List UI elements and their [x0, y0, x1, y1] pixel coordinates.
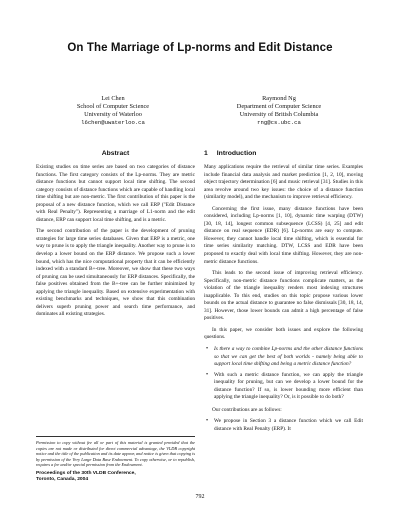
proceedings-location: Toronto, Canada, 2004	[36, 477, 89, 483]
right-column	[204, 150, 363, 439]
contribution-item	[204, 418, 363, 433]
intro-paragraph: In this paper, we consider both issues and explore the following questions.	[204, 326, 363, 341]
page-number: 792	[195, 494, 205, 500]
bullet-icon: •	[206, 418, 209, 425]
author-department: School of Computer Science	[76, 103, 150, 111]
intro-paragraph: Many applications require the retrieval of similar time series. Examples include financial data analysis and market prediction [1, 2, 10], moving object trajectory determination [6] and music retrieval [31]. Studies in this area revolve around two key issues: the choice of a distance function (similarity model), and the mechanism to improve retrieval efficiency.	[204, 164, 363, 201]
author-email: rng@cs.ubc.ca	[257, 119, 301, 127]
permission-footnote	[36, 436, 195, 483]
copyright-notice: Permission to copy without fee all or part of this material is granted provided that the copies are not made or distributed for direct commercial advantage, the VLDB copyright notice and the title of the publication and its date appear, and notice is given that copying is by permission of the Very Large Data Base Endowment. To copy otherwise, or to republish, requires a fee and/or special permission from the Endowment.	[36, 440, 195, 468]
abstract-heading: Abstract	[101, 150, 130, 157]
author-department: Department of Computer Science	[236, 103, 322, 111]
question-text: With such a metric distance function, we can apply the triangle inequality for pruning, but can we develop a lower bound for the distance function? If so, is lower bounding more efficient than applying the triangle inequality? Or, is it possible to do both?	[214, 371, 363, 401]
contribution-list	[204, 418, 363, 433]
author-email: l6chen@uwaterloo.ca	[81, 119, 145, 127]
author-university: University of British Columbia	[239, 111, 319, 119]
author-name: Lei Chen	[101, 95, 125, 102]
author-name: Raymond Ng	[262, 95, 296, 102]
contributions-intro: Our contributions are as follows:	[212, 406, 282, 413]
intro-paragraph: Concerning the first issue, many distance functions have been considered, including Lp-norms [1, 10], dynamic time warping (DTW) [30, 18, 14], longest common subsequence (LCSS) [4, 25] and edit distance on real sequence (EDR) [6]. Lp-norms are easy to compute. However, they cannot handle local time shifting, which is essential for time series similarity matching. DTW, LCSS and EDR have been proposed to exactly deal with local time shifting. However, they are non-metric distance functions.	[204, 205, 363, 265]
abstract-paragraph: Existing studies on time series are based on two categories of distance functions. The first category consists of the Lp-norms. They are metric distance functions but cannot support local time shifting. The second category consists of distance functions which are capable of handling local time shifting but are non-metric. The first contribution of this paper is the proposal of a new distance function, which we call ERP ("Edit Distance with Real Penalty"). Representing a marriage of L1-norm and the edit distance, ERP can support local time shifting, and is a metric.	[36, 164, 195, 223]
author-block-1	[38, 95, 188, 127]
author-block-2	[204, 95, 354, 127]
section-title: Introduction	[216, 150, 257, 157]
author-university: University of Waterloo	[84, 111, 142, 119]
section-number: 1	[204, 150, 208, 157]
bullet-icon: •	[206, 371, 209, 378]
intro-paragraph: This leads to the second issue of improving retrieval efficiency. Specifically, non-metric distance functions complicate matters, as the violation of the triangle inequality renders most indexing structures inapplicable. To this end, studies on this topic propose various lower bounds on the actual distance to guarantee no false dismissals [30, 18, 14, 31]. However, those lower bounds can admit a high percentage of false positives.	[204, 270, 363, 322]
contribution-text: We propose in Section 3 a distance function which we call Edit distance with Real Penalty (ERP). It	[214, 418, 363, 432]
footnote-rule	[36, 436, 195, 437]
introduction-heading	[204, 150, 363, 157]
proceedings-line: Proceedings of the 30th VLDB Conference,	[36, 470, 136, 476]
question-text: Is there a way to combine Lp-norms and the other distance functions so that we can get the best of both worlds - namely being able to support local time shifting and being a metric distance function?	[214, 346, 363, 368]
abstract-paragraph: The second contribution of the paper is the development of pruning strategies for large time series databases. Given that ERP is a metric, one way to prune is to apply the triangle inequality. Another way to prune is to develop a lower bound on the ERP distance. We propose such a lower bound, which has the nice computational property that it can be efficiently indexed with a standard B+-tree. Moreover, we show that these two ways of pruning can be used simultaneously for ERP distances. Specifically, the false positives obtained from the B+-tree can be further minimized by applying the triangle inequality. Based on extensive experimentation with existing benchmarks and techniques, we show that this combination delivers superb pruning power and search time performance, and dominates all existing strategies.	[36, 228, 195, 318]
left-column	[36, 150, 195, 323]
question-item	[204, 372, 363, 402]
bullet-icon: •	[206, 346, 209, 353]
paper-title: On The Marriage of Lp-norms and Edit Distance	[67, 42, 333, 54]
question-list	[204, 346, 363, 402]
question-item	[204, 346, 363, 369]
